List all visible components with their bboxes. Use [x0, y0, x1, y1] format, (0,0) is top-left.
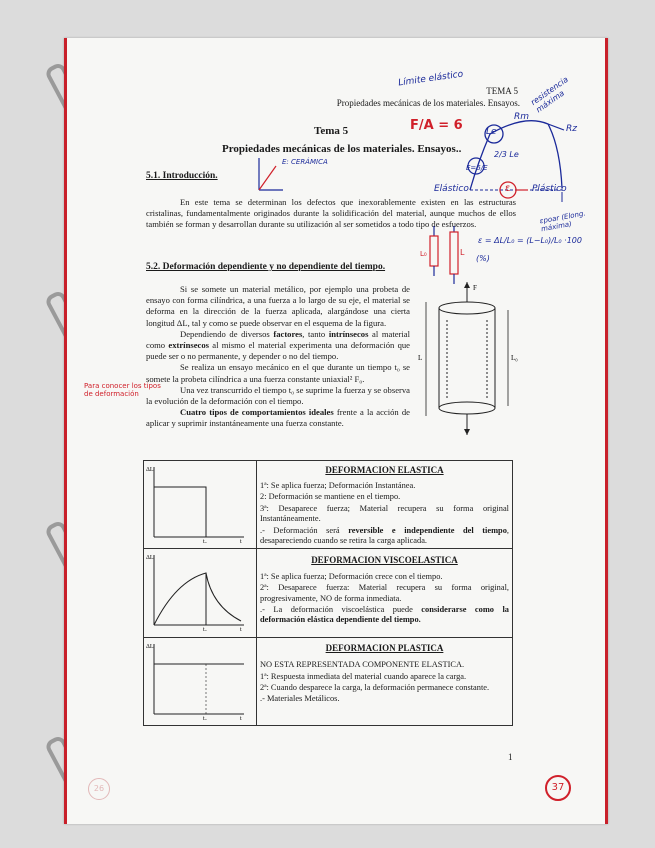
section-body-1: En este tema se determinan los defectos que inexorablemente existen en las estructuras cristalinas, fundamentalmente originados durante la solidificación del material, aunque muchos de ellos también se forman y desarrollan durante su utilización al ser sometidos a todo tipo de esfuerzos. — [146, 197, 516, 230]
paragraph: Si se somete un material metálico, por ejemplo una probeta de ensayo con forma cilíndrica, a una fuerza a lo largo de su eje, el material se deforma en la dirección de la fuerza aplicada, alargándose una cierta longitud ΔL, tal y como se puede observar en el esquema de la figura. — [146, 284, 410, 328]
row-text-plastic — [257, 659, 513, 726]
graph-cell — [144, 637, 257, 725]
list-item: .- Materiales Metálicos. — [260, 694, 340, 704]
axis-x-label: t — [240, 715, 242, 720]
list-item: 1ª: Se aplica fuerza; Deformación crece con el tiempo. — [260, 571, 443, 581]
label-l: L — [418, 354, 423, 362]
handwritten-eps: ε — [505, 183, 511, 194]
handwritten-le: Le — [486, 127, 497, 137]
text: al material como — [146, 328, 410, 351]
force-arrow-head — [464, 429, 470, 435]
label-f: F — [473, 284, 477, 292]
graph-cell — [144, 549, 257, 637]
page-title: Propiedades mecánicas de los materiales. Ensayos.. — [222, 143, 462, 155]
paragraph: Una vez transcurrido el tiempo t₀ se suprime la fuerza y se observa la evolución de la deformación con el tiempo. — [146, 384, 410, 407]
deformation-table — [143, 460, 513, 726]
handwritten-lo: L₀ — [420, 250, 427, 258]
handwritten-formula: ε = ΔL/L₀ = (L−L₀)/L₀ ·100 — [478, 236, 582, 245]
axis-y-label: ΔL — [146, 643, 154, 650]
section-title-1: 5.1. Introducción. — [146, 171, 218, 181]
list-item: 2ª: Cuando desparece la carga, la deformación permanece constante. — [260, 683, 490, 693]
specimen-figure — [412, 280, 527, 445]
handwritten-l: L — [460, 248, 465, 257]
list-item: 2: Deformación se mantiene en el tiempo. — [260, 492, 401, 502]
faint-circle-mark: 26 — [88, 778, 110, 800]
page-tema: Tema 5 — [314, 125, 349, 137]
cylinder-bottom — [439, 402, 495, 414]
text: , desapareciendo cuando se retira la carga aplicada. — [260, 525, 509, 545]
handwritten-epsr: εpoar (Elong. máxima) — [539, 209, 587, 234]
list-item: 3ª: Desaparece fuerza; Material recupera su forma original Instantáneamente. — [260, 503, 509, 524]
row-text-elastic — [257, 480, 513, 549]
text: Dependiendo de diversos — [180, 328, 274, 339]
handwritten-ceramica-sketch — [256, 156, 284, 192]
handwritten-page-circle: 37 — [545, 775, 571, 801]
text-bold: considerarse como la deformación elástica dependiente del tiempo. — [260, 605, 509, 625]
list-item: 1ª: Respuesta inmediata del material cuando aparece la carga. — [260, 671, 467, 681]
viscoelastic-curve — [154, 573, 241, 625]
paragraph — [146, 329, 410, 363]
text: , tanto — [302, 328, 329, 339]
text-bold: intrínsecos — [328, 328, 369, 339]
list-item: NO ESTA REPRESENTADA COMPONENTE ELASTICA. — [260, 660, 465, 670]
list-item — [260, 605, 509, 626]
paragraph — [146, 407, 410, 429]
handwritten-fa: F/A = 6 — [410, 118, 463, 133]
header-tema: TEMA 5 — [486, 86, 518, 96]
axis-t0-label: t₀ — [203, 627, 207, 632]
list-item — [260, 526, 509, 547]
elastic-graph — [146, 463, 246, 543]
handwritten-side-note: Para conocer los tipos de deformación — [84, 382, 161, 398]
axis-y-label: ΔL — [146, 467, 154, 473]
handwritten-e-frac: E=6/E — [466, 164, 488, 172]
row-text-viscoelastic — [257, 571, 513, 638]
viscoelastic-graph — [146, 551, 246, 631]
section-body-2 — [146, 284, 410, 430]
handwritten-resistencia: resistencia máxima — [529, 74, 570, 115]
axis-x-label: t — [240, 627, 242, 632]
handwritten-ceramica: E: CERÁMICA — [282, 158, 328, 166]
list-item: 2ª: Desaparece fuerza: Material recupera su forma original, progresivamente, NO de forma inmediata. — [260, 583, 509, 603]
handwritten-plastico: Plástico — [532, 184, 567, 194]
text: frente a la acción de aplicar y suprimir instantáneamente una fuerza constante. — [146, 407, 410, 429]
page-number: 1 — [508, 752, 513, 762]
elastic-curve — [154, 487, 206, 537]
handwritten-pct: (%) — [476, 254, 490, 263]
label-lo: L₀ — [511, 354, 518, 362]
section-title-2: 5.2. Deformación dependiente y no dependiente del tiempo. — [146, 262, 386, 272]
plastic-curve — [154, 664, 244, 714]
axis-t0-label: t₀ — [203, 539, 207, 543]
row-header-elastic: DEFORMACION ELASTICA — [257, 461, 513, 480]
axis-y-label: ΔL — [146, 555, 154, 562]
text: al mismo el material experimenta una deformación que puede ser o no permanente, y depender o no del tiempo. — [146, 340, 410, 362]
graph-cell — [144, 461, 257, 549]
text: .- Deformación será — [260, 525, 349, 535]
handwritten-rm: Rm — [514, 112, 530, 122]
text-bold: extrínsecos — [168, 340, 209, 351]
plastic-graph — [146, 640, 246, 720]
row-header-plastic: DEFORMACION PLASTICA — [257, 637, 513, 659]
paragraph: Se realiza un ensayo mecánico en el que durante un tiempo t₀ se somete la probeta cilíndrica a una fuerza constante uniaxial² F₀. — [146, 362, 410, 384]
handwritten-limite: Límite elástico — [397, 69, 464, 89]
text-bold: reversible e independiente del tiempo — [348, 525, 507, 535]
text-bold: Cuatro tipos de comportamientos ideales — [180, 407, 334, 418]
handwritten-rz: Rz — [566, 124, 577, 134]
row-header-viscoelastic: DEFORMACION VISCOELASTICA — [257, 549, 513, 571]
axis-t0-label: t₀ — [203, 715, 207, 720]
axis-x-label: t — [240, 539, 242, 543]
handwritten-elastico: Elástico — [434, 184, 469, 194]
header-subtitle: Propiedades mecánicas de los materiales. Ensayos. — [336, 98, 520, 108]
cylinder-top — [439, 302, 495, 314]
text: .- La deformación viscoelástica puede — [260, 605, 422, 615]
list-item: 1ª: Se aplica fuerza; Deformación Instantánea. — [260, 480, 416, 490]
handwritten-two-thirds: 2/3 Le — [494, 150, 519, 159]
text-bold: factores — [273, 328, 303, 339]
